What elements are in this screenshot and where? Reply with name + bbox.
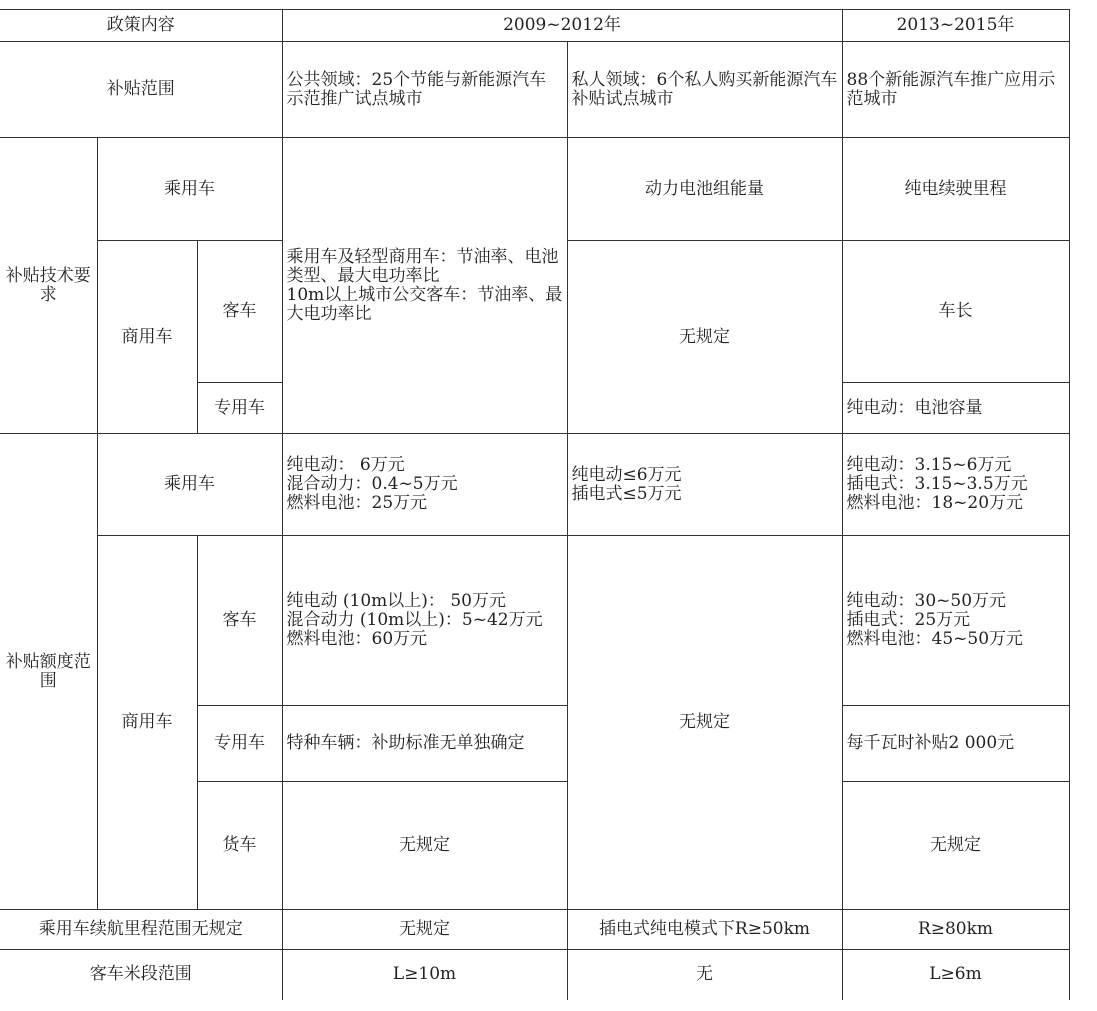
tech-bus-label: 客车 bbox=[197, 241, 282, 383]
amount-passenger-row bbox=[0, 434, 1069, 536]
amount-later-bus-line-1: 纯电动：30~50万元 bbox=[846, 591, 1007, 611]
amount-public-passenger-line-1: 纯电动： 6万元 bbox=[286, 455, 405, 475]
amount-private-passenger bbox=[567, 434, 842, 536]
amount-later-passenger-line-3: 燃料电池：18~20万元 bbox=[846, 493, 1024, 513]
tech-special-label: 专用车 bbox=[197, 383, 282, 434]
tech-private-passenger: 动力电池组能量 bbox=[567, 138, 842, 241]
range-label: 乘用车续航里程范围无规定 bbox=[0, 910, 282, 950]
amount-later-passenger bbox=[842, 434, 1069, 536]
scope-row bbox=[0, 42, 1069, 138]
bus-length-public: L≥10m bbox=[282, 950, 567, 1000]
amount-later-bus bbox=[842, 536, 1069, 706]
header-policy-content: 政策内容 bbox=[0, 10, 282, 42]
amount-private-passenger-line-1: 纯电动≤6万元 bbox=[571, 464, 682, 485]
header-row bbox=[0, 10, 1069, 42]
amount-public-bus-line-3: 燃料电池：60万元 bbox=[286, 629, 428, 649]
amount-later-bus-line-3: 燃料电池：45~50万元 bbox=[846, 629, 1024, 649]
tech-public-line-1: 乘用车及轻型商用车：节油率、电池类型、最大电功率比 bbox=[286, 246, 559, 286]
amount-label: 补贴额度范围 bbox=[0, 434, 97, 910]
amount-bus-label: 客车 bbox=[197, 536, 282, 706]
subsidy-policy-table bbox=[0, 9, 1070, 1000]
tech-private-commercial: 无规定 bbox=[567, 241, 842, 434]
bus-length-later: L≥6m bbox=[842, 950, 1069, 1000]
range-row bbox=[0, 910, 1069, 950]
amount-public-bus-line-1: 纯电动 (10m以上)： 50万元 bbox=[286, 591, 506, 611]
amount-later-passenger-line-2: 插电式：3.15~3.5万元 bbox=[846, 474, 1028, 494]
header-period-2009-2012: 2009~2012年 bbox=[282, 10, 842, 42]
amount-later-special: 每千瓦时补贴2 000元 bbox=[842, 706, 1069, 782]
tech-later-passenger: 纯电续驶里程 bbox=[842, 138, 1069, 241]
amount-public-special: 特种车辆：补助标准无单独确定 bbox=[282, 706, 567, 782]
scope-label: 补贴范围 bbox=[0, 42, 282, 138]
tech-passenger-label: 乘用车 bbox=[97, 138, 282, 241]
range-private: 插电式纯电模式下R≥50km bbox=[567, 910, 842, 950]
tech-public bbox=[282, 138, 567, 434]
scope-later: 88个新能源汽车推广应用示范城市 bbox=[842, 42, 1069, 138]
amount-private-passenger-line-2: 插电式≤5万元 bbox=[571, 483, 682, 504]
tech-label: 补贴技术要求 bbox=[0, 138, 97, 434]
range-later: R≥80km bbox=[842, 910, 1069, 950]
header-period-2013-2015: 2013~2015年 bbox=[842, 10, 1069, 42]
scope-public: 公共领域：25个节能与新能源汽车示范推广试点城市 bbox=[282, 42, 567, 138]
amount-special-label: 专用车 bbox=[197, 706, 282, 782]
amount-public-bus-line-2: 混合动力 (10m以上)：5~42万元 bbox=[286, 610, 543, 630]
amount-later-passenger-line-1: 纯电动：3.15~6万元 bbox=[846, 455, 1012, 475]
amount-truck-label: 货车 bbox=[197, 782, 282, 910]
tech-public-line-2: 10m以上城市公交客车：节油率、最大电功率比 bbox=[286, 284, 563, 324]
tech-later-special: 纯电动：电池容量 bbox=[842, 383, 1069, 434]
bus-length-private: 无 bbox=[567, 950, 842, 1000]
amount-later-bus-line-2: 插电式：25万元 bbox=[846, 610, 971, 630]
amount-passenger-label: 乘用车 bbox=[97, 434, 282, 536]
amount-commercial-label: 商用车 bbox=[97, 536, 197, 910]
tech-later-bus: 车长 bbox=[842, 241, 1069, 383]
amount-public-passenger-line-3: 燃料电池：25万元 bbox=[286, 493, 428, 513]
bus-length-row bbox=[0, 950, 1069, 1000]
tech-commercial-label: 商用车 bbox=[97, 241, 197, 434]
amount-public-truck: 无规定 bbox=[282, 782, 567, 910]
amount-later-truck: 无规定 bbox=[842, 782, 1069, 910]
tech-passenger-row bbox=[0, 138, 1069, 241]
amount-public-bus bbox=[282, 536, 567, 706]
bus-length-label: 客车米段范围 bbox=[0, 950, 282, 1000]
amount-bus-row bbox=[0, 536, 1069, 706]
amount-public-passenger-line-2: 混合动力：0.4~5万元 bbox=[286, 474, 458, 494]
range-public: 无规定 bbox=[282, 910, 567, 950]
amount-public-passenger bbox=[282, 434, 567, 536]
scope-private: 私人领域：6个私人购买新能源汽车补贴试点城市 bbox=[567, 42, 842, 138]
amount-private-commercial: 无规定 bbox=[567, 536, 842, 910]
